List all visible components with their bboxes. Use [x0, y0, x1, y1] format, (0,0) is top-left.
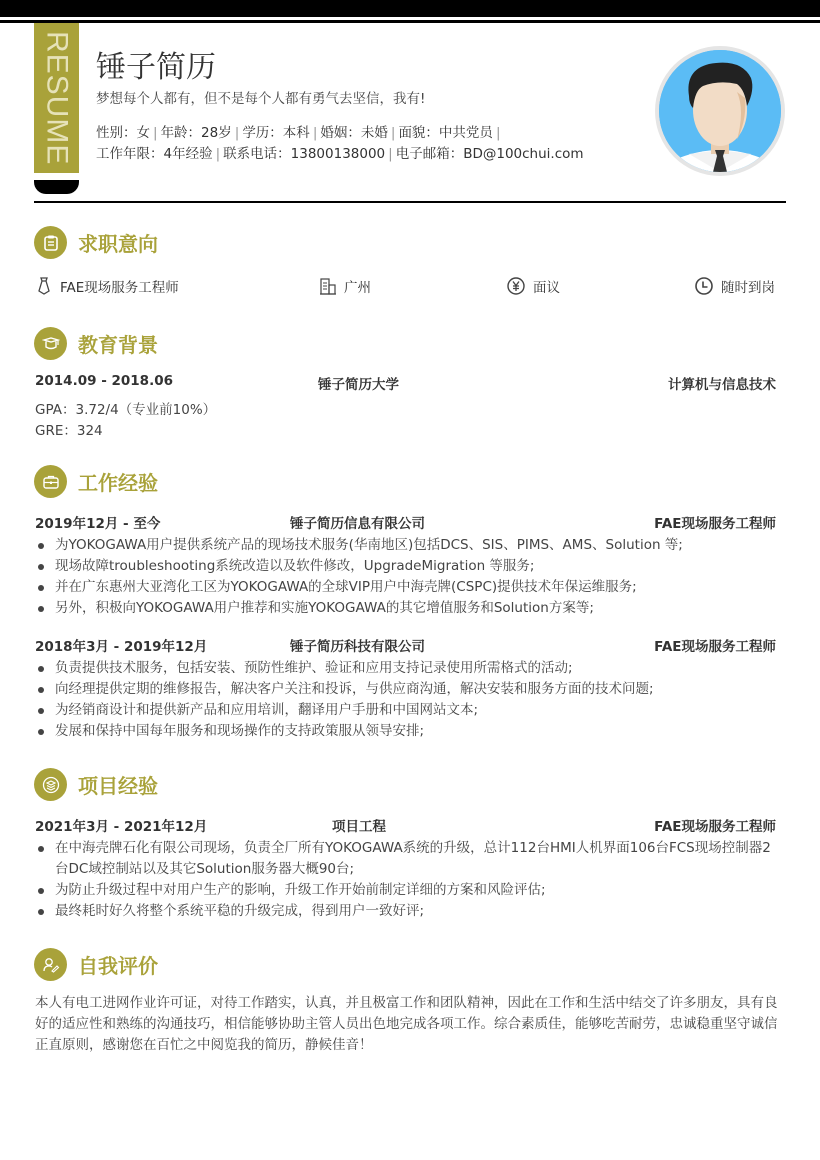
section-label: 工作经验 — [78, 471, 158, 495]
section-label: 自我评价 — [78, 954, 158, 978]
info-marital: 婚姻：未婚 — [320, 125, 388, 141]
intent-city-text: 广州 — [344, 280, 371, 296]
list-item: 为YOKOGAWA用户提供系统产品的现场技术服务(华南地区)包括DCS、SIS、PIMS、AMS、Solution 等; — [35, 535, 780, 556]
graduation-cap-icon — [34, 327, 67, 360]
education-school: 锤子简历大学 — [318, 377, 399, 393]
list-item: 另外，积极向YOKOGAWA用户推荐和实施YOKOGAWA的其它增值服务和Solution方案等; — [35, 598, 780, 619]
info-age: 年龄：28岁 — [160, 125, 232, 141]
building-icon — [320, 277, 336, 295]
resume-tag-text: RESUME — [40, 30, 74, 166]
info-education: 学历：本科 — [242, 125, 310, 141]
list-item: 发展和保持中国每年服务和现场操作的支持政策服从领导安排; — [35, 721, 780, 742]
info-gender: 性别：女 — [96, 125, 150, 141]
top-black-bar — [0, 0, 820, 17]
info-years: 工作年限：4年经验 — [96, 146, 213, 162]
project-name: 项目工程 — [332, 819, 386, 835]
intent-position — [36, 276, 179, 296]
intent-position-text: FAE现场服务工程师 — [60, 280, 179, 296]
resume-vertical-tag — [34, 23, 79, 173]
header-divider — [34, 201, 786, 203]
intent-salary — [507, 276, 560, 296]
project-period: 2021年3月 - 2021年12月 — [35, 819, 208, 835]
list-item: 为经销商设计和提供新产品和应用培训，翻译用户手册和中国网站文本; — [35, 700, 780, 721]
section-label: 项目经验 — [78, 774, 158, 798]
self-evaluation-text: 本人有电工进网作业许可证，对待工作踏实，认真，并且极富工作和团队精神，因此在工作和生活中结交了许多朋友，具有良好的适应性和熟练的沟通技巧，相信能够协助主管人员出色地完成各项工作。综合素质佳，能够吃苦耐劳，忠诚稳重坚守诚信正直原则，感谢您在百忙之中阅览我的简历，静候佳音！ — [35, 995, 778, 1053]
education-major: 计算机与信息技术 — [668, 377, 776, 393]
candidate-name: 锤子简历 — [96, 50, 216, 85]
motto: 梦想每个人都有，但不是每个人都有勇气去坚信，我有! — [96, 91, 426, 107]
list-item: 最终耗时好久将整个系统平稳的升级完成，得到用户一致好评; — [35, 901, 780, 922]
top-black-line — [0, 20, 820, 23]
job-1-period: 2019年12月 - 至今 — [35, 516, 161, 532]
job-1-company: 锤子简历信息有限公司 — [290, 516, 425, 532]
section-title-education — [34, 327, 158, 360]
education-period: 2014.09 - 2018.06 — [35, 373, 173, 389]
clock-icon — [695, 277, 713, 295]
job-2-company: 锤子简历科技有限公司 — [290, 639, 425, 655]
briefcase-icon — [34, 465, 67, 498]
tie-icon — [36, 277, 52, 295]
job-2-bullets — [35, 658, 780, 742]
project-role: FAE现场服务工程师 — [654, 819, 776, 835]
intent-availability-text: 随时到岗 — [721, 280, 775, 296]
job-2-period: 2018年3月 - 2019年12月 — [35, 639, 208, 655]
male-avatar-icon — [659, 50, 781, 172]
clipboard-icon — [34, 226, 67, 259]
section-label: 教育背景 — [78, 333, 158, 357]
list-item: 现场故障troubleshooting系统改造以及软件修改，UpgradeMigration 等服务; — [35, 556, 780, 577]
layers-icon — [34, 768, 67, 801]
job-2-row — [35, 635, 776, 655]
section-title-work — [34, 465, 158, 498]
list-item: 在中海壳牌石化有限公司现场，负责全厂所有YOKOGAWA系统的升级，总计112台HMI人机界面106台FCS现场控制器2台DC域控制站以及其它Solution服务器大概90台; — [35, 838, 780, 880]
list-item: 为防止升级过程中对用户生产的影响，升级工作开始前制定详细的方案和风险评估; — [35, 880, 780, 901]
list-item: 并在广东惠州大亚湾化工区为YOKOGAWA的全球VIP用户中海壳牌(CSPC)提供技术年保运维服务; — [35, 577, 780, 598]
user-edit-icon — [34, 948, 67, 981]
job-1-row — [35, 512, 776, 532]
education-gpa: GPA：3.72/4（专业前10%） — [35, 402, 217, 418]
personal-info-line-2: 工作年限：4年经验 | 联系电话：13800138000 | 电子邮箱：BD@100chui.com — [96, 146, 584, 162]
personal-info-line-1: 性别：女 | 年龄：28岁 | 学历：本科 | 婚姻：未婚 | 面貌：中共党员 | — [96, 125, 501, 141]
yen-icon — [507, 277, 525, 295]
intent-city — [320, 276, 371, 296]
job-1-bullets — [35, 535, 780, 619]
job-intent-row — [34, 276, 786, 296]
list-item: 向经理提供定期的维修报告，解决客户关注和投诉，与供应商沟通，解决安装和服务方面的技术问题; — [35, 679, 780, 700]
project-row — [35, 815, 776, 835]
info-political: 面貌：中共党员 — [398, 125, 493, 141]
info-email: 电子邮箱：BD@100chui.com — [395, 146, 584, 162]
info-phone: 联系电话：13800138000 — [223, 146, 386, 162]
intent-availability — [695, 276, 775, 296]
section-title-project — [34, 768, 158, 801]
education-gre: GRE：324 — [35, 423, 103, 439]
intent-salary-text: 面议 — [533, 280, 560, 296]
job-2-role: FAE现场服务工程师 — [654, 639, 776, 655]
resume-tag-cap — [34, 180, 79, 194]
section-title-intent — [34, 226, 158, 259]
education-row — [35, 373, 776, 393]
avatar — [655, 46, 785, 176]
section-label: 求职意向 — [78, 232, 158, 256]
job-1-role: FAE现场服务工程师 — [654, 516, 776, 532]
section-title-self-eval — [34, 948, 158, 981]
list-item: 负责提供技术服务，包括安装、预防性维护、验证和应用支持记录使用所需格式的活动; — [35, 658, 780, 679]
project-bullets — [35, 838, 780, 922]
